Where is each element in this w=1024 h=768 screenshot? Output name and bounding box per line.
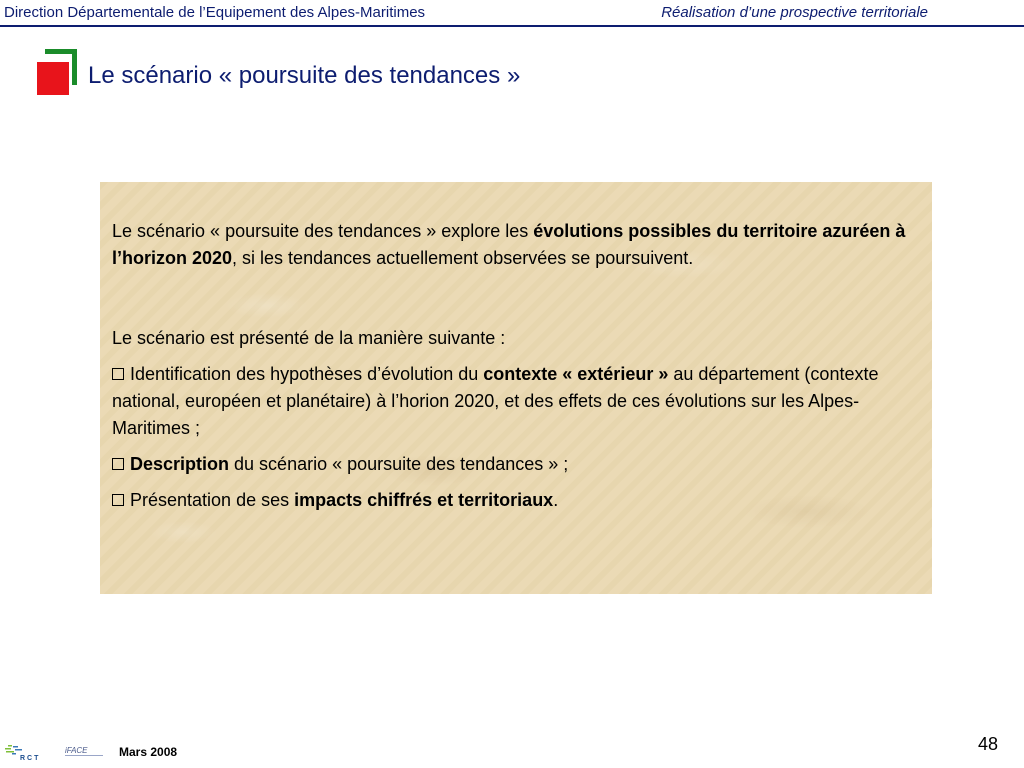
iface-logo-icon bbox=[64, 744, 106, 758]
bullet-item-context bbox=[112, 361, 912, 442]
bullet-item-impacts bbox=[112, 487, 912, 514]
header-divider bbox=[0, 25, 1024, 27]
bullet-bold-text: impacts chiffrés et territoriaux bbox=[294, 490, 554, 510]
iface-logo-text: iFACE bbox=[65, 746, 88, 755]
bullet-bold-text: Description bbox=[130, 454, 230, 474]
slide-title: Le scénario « poursuite des tendances » bbox=[88, 62, 521, 89]
bullet-pre-text: Identification des hypothèses d’évolution du bbox=[130, 364, 484, 384]
checkbox-bullet-icon bbox=[112, 368, 124, 380]
red-square bbox=[37, 62, 69, 95]
bullet-bold-text: contexte « extérieur » bbox=[483, 364, 669, 384]
rct-logo-icon bbox=[4, 742, 60, 764]
bullet-pre-text: Présentation de ses bbox=[130, 490, 295, 510]
content-text bbox=[112, 218, 912, 523]
lead-paragraph: Le scénario est présenté de la manière suivante : bbox=[112, 328, 506, 348]
checkbox-bullet-icon bbox=[112, 494, 124, 506]
rct-logo-text: RCT bbox=[20, 755, 41, 762]
header-bar bbox=[0, 0, 1024, 25]
bullet-post-text: . bbox=[553, 490, 559, 510]
bullet-post-text: du scénario « poursuite des tendances » ; bbox=[229, 454, 569, 474]
red-green-squares-icon bbox=[37, 49, 77, 95]
header-project-title: Réalisation d’une prospective territoriale bbox=[661, 4, 928, 21]
header-organization: Direction Départementale de l’Equipement des Alpes-Maritimes bbox=[4, 4, 426, 21]
intro-text-1: Le scénario « poursuite des tendances » explore les bbox=[112, 221, 534, 241]
content-panel bbox=[100, 182, 932, 594]
intro-bold-text: évolutions possibles du territoire azuréen à l’horizon 2020 bbox=[112, 221, 906, 268]
intro-paragraph bbox=[112, 218, 912, 272]
intro-text-2: , si les tendances actuellement observées se poursuivent. bbox=[232, 248, 694, 268]
checkbox-bullet-icon bbox=[112, 458, 124, 470]
bullet-item-description bbox=[112, 451, 912, 478]
footer-date: Mars 2008 bbox=[119, 745, 178, 759]
bullet-post-text: au département (contexte national, européen et planétaire) à l’horion 2020, et des effets de ces évolutions sur les Alpes-Maritimes ; bbox=[112, 364, 879, 438]
page-number: 48 bbox=[977, 734, 998, 754]
